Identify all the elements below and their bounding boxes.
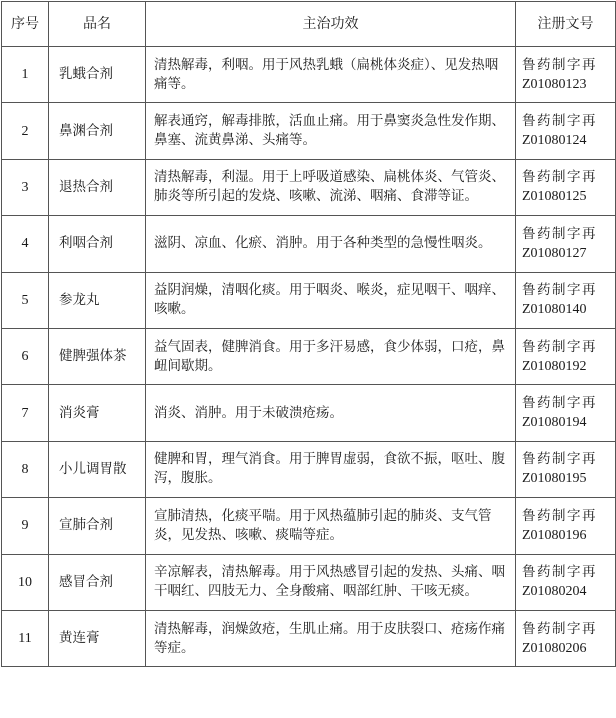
registration-prefix: 鲁药制字再 <box>522 56 597 73</box>
registration-number <box>516 610 616 666</box>
registration-number <box>516 272 616 328</box>
row-number: 2 <box>2 103 49 159</box>
registration-prefix: 鲁药制字再 <box>522 451 597 468</box>
product-name: 健脾强体茶 <box>49 328 146 384</box>
product-name: 小儿调胃散 <box>49 441 146 497</box>
table-row <box>2 159 616 215</box>
registration-code: Z01080124 <box>522 133 587 149</box>
row-number: 9 <box>2 498 49 554</box>
table-row <box>2 103 616 159</box>
row-number: 10 <box>2 554 49 610</box>
table-row <box>2 554 616 610</box>
registration-prefix: 鲁药制字再 <box>522 564 597 581</box>
medicine-table <box>1 1 616 667</box>
table-row <box>2 610 616 666</box>
product-effect: 消炎、消肿。用于未破溃疮疡。 <box>146 385 516 441</box>
registration-number <box>516 441 616 497</box>
registration-code: Z01080140 <box>522 302 587 318</box>
registration-prefix: 鲁药制字再 <box>522 395 597 412</box>
header-no: 序号 <box>2 2 49 47</box>
registration-code: Z01080195 <box>522 471 587 487</box>
product-effect: 宣肺清热，化痰平喘。用于风热蕴肺引起的肺炎、支气管炎，见发热、咳嗽、痰喘等症。 <box>146 498 516 554</box>
product-name: 宣肺合剂 <box>49 498 146 554</box>
table-row <box>2 441 616 497</box>
registration-number <box>516 498 616 554</box>
row-number: 5 <box>2 272 49 328</box>
table-row <box>2 272 616 328</box>
registration-code: Z01080127 <box>522 245 587 261</box>
registration-number <box>516 216 616 272</box>
product-name: 黄连膏 <box>49 610 146 666</box>
registration-code: Z01080123 <box>522 76 587 92</box>
product-name: 消炎膏 <box>49 385 146 441</box>
registration-number <box>516 328 616 384</box>
registration-code: Z01080125 <box>522 189 587 205</box>
row-number: 11 <box>2 610 49 666</box>
row-number: 6 <box>2 328 49 384</box>
registration-prefix: 鲁药制字再 <box>522 620 597 637</box>
row-number: 7 <box>2 385 49 441</box>
product-effect: 清热解毒，润燥敛疮，生肌止痛。用于皮肤裂口、疮疡作痛等症。 <box>146 610 516 666</box>
row-number: 3 <box>2 159 49 215</box>
registration-number <box>516 554 616 610</box>
product-effect: 清热解毒，利咽。用于风热乳蛾（扁桃体炎症）、见发热咽痛等。 <box>146 47 516 103</box>
header-effect: 主治功效 <box>146 2 516 47</box>
registration-code: Z01080194 <box>522 415 587 431</box>
registration-code: Z01080192 <box>522 358 587 374</box>
registration-prefix: 鲁药制字再 <box>522 282 597 299</box>
table-row <box>2 47 616 103</box>
header-name: 品名 <box>49 2 146 47</box>
product-effect: 健脾和胃，理气消食。用于脾胃虚弱，食欲不振，呕吐、腹泻，腹胀。 <box>146 441 516 497</box>
registration-number <box>516 47 616 103</box>
product-name: 鼻渊合剂 <box>49 103 146 159</box>
header-row <box>2 2 616 47</box>
header-reg: 注册文号 <box>516 2 616 47</box>
registration-code: Z01080204 <box>522 584 587 600</box>
table-row <box>2 385 616 441</box>
product-name: 乳蛾合剂 <box>49 47 146 103</box>
table-row <box>2 216 616 272</box>
row-number: 4 <box>2 216 49 272</box>
registration-number <box>516 103 616 159</box>
product-effect: 辛凉解表，清热解毒。用于风热感冒引起的发热、头痛、咽干咽红、四肢无力、全身酸痛、咽部红肿、干咳无痰。 <box>146 554 516 610</box>
product-effect: 滋阴、凉血、化瘀、消肿。用于各种类型的急慢性咽炎。 <box>146 216 516 272</box>
product-effect: 解表通窍，解毒排脓，活血止痛。用于鼻窦炎急性发作期、鼻塞、流黄鼻涕、头痛等。 <box>146 103 516 159</box>
registration-prefix: 鲁药制字再 <box>522 338 597 355</box>
row-number: 8 <box>2 441 49 497</box>
registration-prefix: 鲁药制字再 <box>522 169 597 186</box>
table-row <box>2 328 616 384</box>
table-body <box>2 47 616 667</box>
registration-number <box>516 159 616 215</box>
product-effect: 清热解毒，利湿。用于上呼吸道感染、扁桃体炎、气管炎、肺炎等所引起的发烧、咳嗽、流涕、咽痛、食滞等证。 <box>146 159 516 215</box>
product-name: 感冒合剂 <box>49 554 146 610</box>
product-effect: 益气固表，健脾消食。用于多汗易感，食少体弱，口疮，鼻衄间歇期。 <box>146 328 516 384</box>
registration-code: Z01080196 <box>522 527 587 543</box>
product-name: 参龙丸 <box>49 272 146 328</box>
registration-number <box>516 385 616 441</box>
table-row <box>2 498 616 554</box>
registration-prefix: 鲁药制字再 <box>522 225 597 242</box>
registration-prefix: 鲁药制字再 <box>522 113 597 130</box>
product-name: 利咽合剂 <box>49 216 146 272</box>
product-effect: 益阴润燥，清咽化痰。用于咽炎、喉炎，症见咽干、咽痒、咳嗽。 <box>146 272 516 328</box>
registration-prefix: 鲁药制字再 <box>522 507 597 524</box>
product-name: 退热合剂 <box>49 159 146 215</box>
row-number: 1 <box>2 47 49 103</box>
registration-code: Z01080206 <box>522 640 587 656</box>
